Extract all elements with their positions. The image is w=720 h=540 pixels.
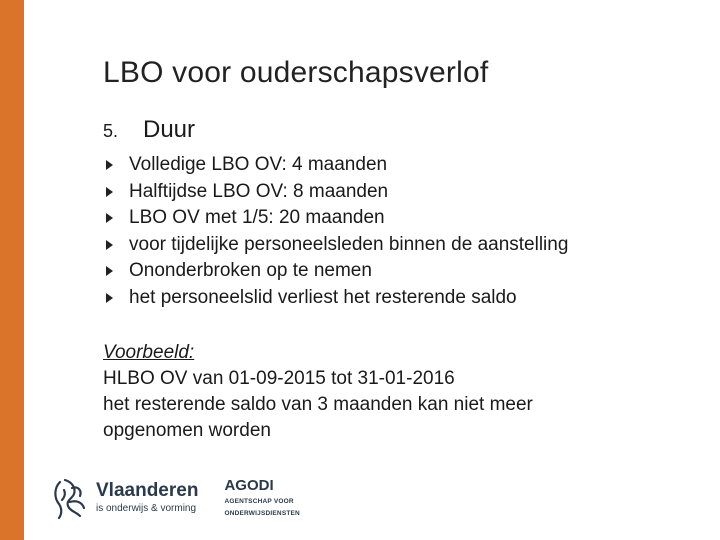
bullet-text: voor tijdelijke personeelsleden binnen de aanstelling bbox=[129, 233, 569, 255]
bullet-text: Halftijdse LBO OV: 8 maanden bbox=[129, 180, 389, 202]
vlaanderen-lion-logo-icon bbox=[50, 474, 90, 522]
bullet-item bbox=[106, 258, 568, 285]
agodi-subtitle-line: AGENTSCHAP VOOR bbox=[224, 498, 294, 505]
section-label: Duur bbox=[143, 116, 196, 143]
triangle-bullet-icon bbox=[106, 213, 113, 223]
agodi-subtitle-line: ONDERWIJSDIENSTEN bbox=[224, 510, 300, 517]
bullet-text: Ononderbroken op te nemen bbox=[129, 260, 372, 282]
bullet-item bbox=[106, 179, 568, 206]
agodi-name: AGODI bbox=[224, 477, 274, 494]
agodi-logo bbox=[224, 478, 300, 518]
orange-side-bar bbox=[0, 0, 24, 540]
bullet-text: het personeelslid verliest het resterende saldo bbox=[129, 286, 517, 308]
example-block bbox=[103, 340, 533, 444]
bullet-item bbox=[106, 205, 568, 232]
example-line: opgenomen worden bbox=[103, 420, 271, 441]
triangle-bullet-icon bbox=[106, 187, 113, 197]
bullet-text: Volledige LBO OV: 4 maanden bbox=[129, 154, 388, 176]
bullet-item bbox=[106, 285, 568, 312]
example-line: het resterende saldo van 3 maanden kan niet meer bbox=[103, 394, 533, 415]
triangle-bullet-icon bbox=[106, 240, 113, 250]
example-label: Voorbeeld: bbox=[103, 342, 195, 363]
triangle-bullet-icon bbox=[106, 266, 113, 276]
footer-logos bbox=[50, 468, 300, 528]
slide-title: LBO voor ouderschapsverlof bbox=[103, 56, 489, 89]
bullet-item bbox=[106, 232, 568, 259]
bullet-list bbox=[106, 152, 568, 311]
triangle-bullet-icon bbox=[106, 160, 113, 170]
example-line: HLBO OV van 01-09-2015 tot 31-01-2016 bbox=[103, 368, 455, 389]
vlaanderen-tagline: is onderwijs & vorming bbox=[96, 503, 197, 514]
bullet-item bbox=[106, 152, 568, 179]
vlaanderen-wordmark bbox=[96, 481, 198, 515]
section-number: 5. bbox=[103, 121, 119, 141]
bullet-text: LBO OV met 1/5: 20 maanden bbox=[129, 207, 385, 229]
triangle-bullet-icon bbox=[106, 293, 113, 303]
vlaanderen-name: Vlaanderen bbox=[96, 480, 199, 501]
section-heading bbox=[103, 116, 195, 144]
